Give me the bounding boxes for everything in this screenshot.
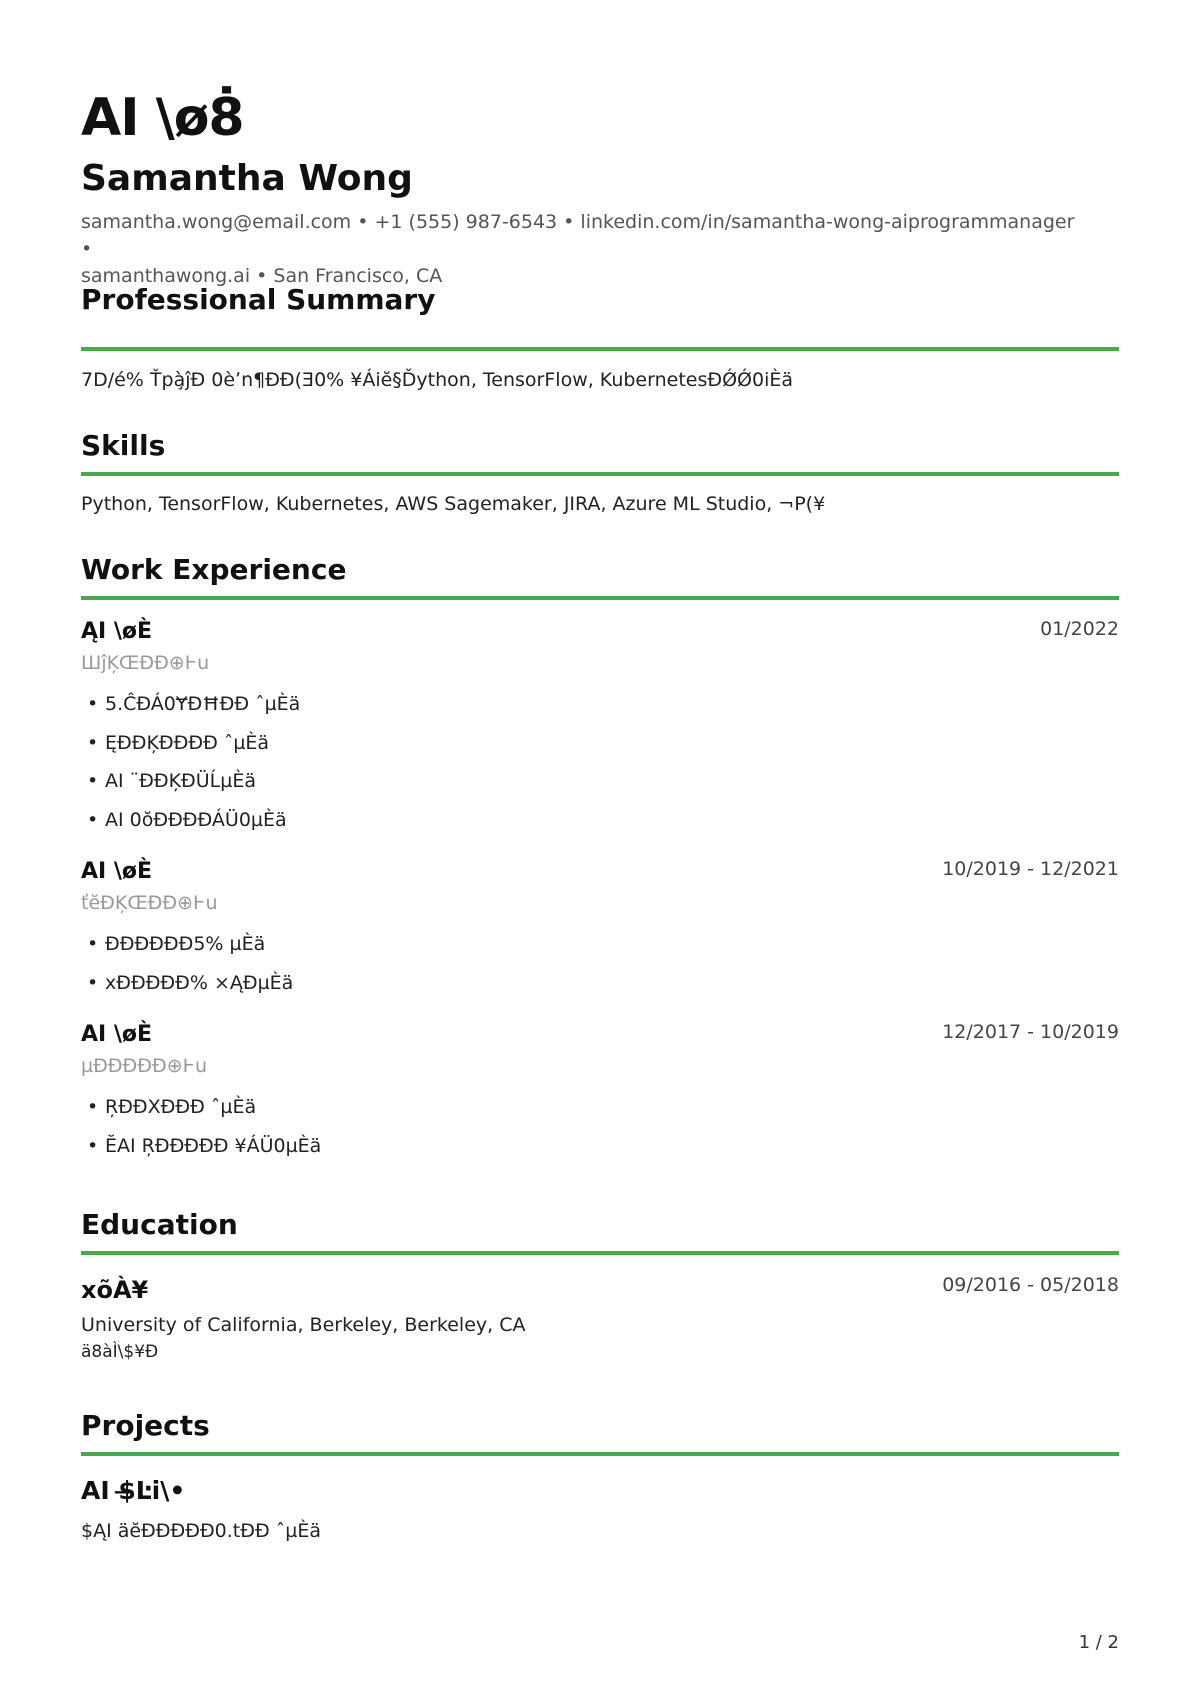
skills-heading: Skills [81,429,166,462]
candidate-name: Samantha Wong [81,158,413,199]
skills-divider [81,472,1119,476]
contact-info [81,209,1081,290]
job-organization: µĐĐĐĐÐ⊕Ⱶu [81,1055,208,1077]
job-organization: ťĕĐĶŒĐÐ⊕Ⱶu [81,892,218,914]
list-item: • ĐĐĐĐĐĐ5% µÈä [81,933,293,972]
job-organization: ШĵĶŒĐÐ⊕Ⱶu [81,652,210,674]
job-title: AI \øÈ [81,859,153,884]
school-name: University of California, Berkeley, Berkeley, CA [81,1314,526,1336]
list-item: • ĘĐĐĶĐĐĐĐ ˆµÈä [81,732,300,771]
job-bullets [81,1096,321,1173]
education-heading: Education [81,1208,238,1241]
summary-divider [81,347,1119,351]
list-item: • AI 0ŏĐĐĐĐÁÜ0µÈä [81,809,300,848]
project-title: AI $̶Ŀi\• [81,1476,186,1505]
job-bullets [81,693,300,847]
project-description: $ĄI äĕĐĐĐĐĐ0.tĐĐ ˆµÈä [81,1520,321,1542]
job-bullets [81,933,293,1010]
list-item: • ŖĐĐXĐĐĐ ˆµÈä [81,1096,321,1135]
contact-line-2: samanthawong.ai • San Francisco, CA [81,265,443,287]
job-title: AI \øÈ [81,1022,153,1047]
projects-divider [81,1452,1119,1456]
list-item: • xĐĐĐĐĐ% ×ĄĐµÈä [81,972,293,1011]
contact-line-1: samantha.wong@email.com • +1 (555) 987-6543 • linkedin.com/in/samantha-wong-aiprogrammanager • [81,211,1075,260]
page-number: 1 / 2 [1078,1632,1119,1653]
skills-text: Python, TensorFlow, Kubernetes, AWS Sagemaker, JIRA, Azure ML Studio, ¬P(¥ [81,493,826,515]
list-item: • 5.ĈĐÁ0ɎĐĦĐÐ ˆµÈä [81,693,300,732]
education-note: ä8àÌ\$¥Ð [81,1342,159,1362]
projects-heading: Projects [81,1409,210,1442]
job-date: 12/2017 - 10/2019 [942,1021,1119,1043]
summary-heading: Professional Summary [81,283,436,316]
list-item: • ĔAI ŖĐĐĐĐĐ ¥ÁÜ0µÈä [81,1135,321,1174]
education-divider [81,1251,1119,1255]
job-title: ĄI \øÈ [81,619,153,644]
resume-title: AI \ø8̇ [81,88,244,148]
degree-title: xõÀ¥ [81,1276,149,1304]
job-date: 01/2022 [1040,618,1119,640]
list-item: • AI ¨ĐĐĶĐÜĹµÈä [81,770,300,809]
education-date: 09/2016 - 05/2018 [942,1274,1119,1296]
job-date: 10/2019 - 12/2021 [942,858,1119,880]
work-heading: Work Experience [81,553,347,586]
work-divider [81,596,1119,600]
summary-text: 7D/é% Ťpà̧ĵÐ 0èʼn¶ĐĐ(Ǝ0% ¥Áiĕ§Ďython, TensorFlow, KubernetesĐǾǾ0iÈä [81,369,794,391]
